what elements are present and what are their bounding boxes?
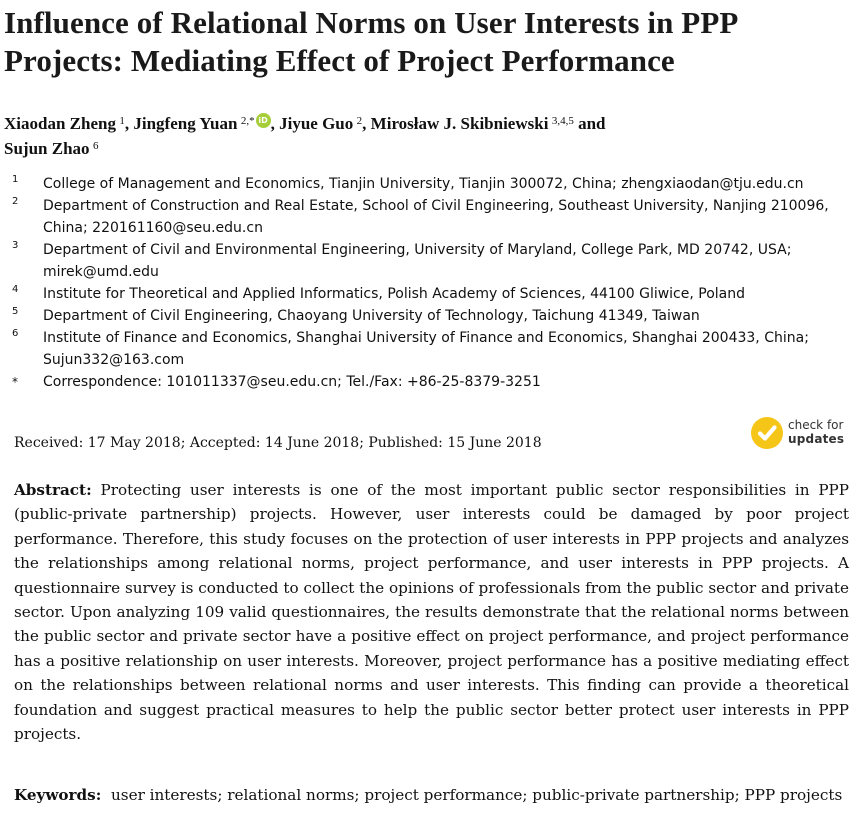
affiliation-list [0, 173, 857, 393]
affiliation-number: 6 [12, 328, 19, 339]
paper-title: Influence of Relational Norms on User Interests in PPP Projects: Mediating Effect of Project Performance [4, 5, 737, 78]
check-updates-icon [751, 417, 783, 449]
correspondence-text: Correspondence: 101011337@seu.edu.cn; Tel./Fax: +86-25-8379-3251 [43, 374, 541, 390]
affiliation-text: Department of Civil and Environmental Engineering, University of Maryland, College Park, MD 20742, USA; mirek@umd.edu [43, 242, 792, 280]
badge-label [788, 418, 844, 446]
abstract-label: Abstract: [14, 481, 92, 499]
abstract-section [14, 478, 849, 746]
keywords-text: user interests; relational norms; project performance; public-private partnership; PPP projects [111, 786, 843, 804]
affiliation-text: Institute of Finance and Economics, Shanghai University of Finance and Economics, Shanghai 200433, China; Sujun332@163.com [43, 330, 809, 368]
affiliation-item [0, 239, 849, 283]
affiliation-number: 2 [12, 196, 19, 207]
badge-line-2: updates [788, 432, 845, 446]
author-1-name[interactable]: Xiaodan Zheng [4, 114, 116, 133]
publication-dates: Received: 17 May 2018; Accepted: 14 June 2018; Published: 15 June 2018 [14, 435, 542, 451]
author-4-affil: 3,4,5 [551, 115, 574, 127]
affiliation-text: Department of Construction and Real Estate, School of Civil Engineering, Southeast University, Nanjing 210096, China; 220161160@seu.edu.cn [43, 198, 829, 236]
abstract-text: Protecting user interests is one of the most important public sector responsibilities in PPP (public-private partnership) projects. However, user interests could be damaged by poor project performance. Therefore, this study focuses on the protection of user interests in PPP projects and analyzes the relationships among relational norms, project performance, and user interests in PPP projects. A questionnaire survey is conducted to collect the opinions of professionals from the public sector and private sector. Upon analyzing 109 valid questionnaires, the results demonstrate that the relational norms between the public sector and private sector have a positive effect on project performance, and project performance has a positive relationship on user interests. Moreover, project performance has a positive mediating effect on the relationships between relational norms and user interests. This finding can provide a theoretical foundation and suggest practical measures to help the public sector better protect user interests in PPP projects. [14, 481, 849, 744]
affiliation-item [0, 173, 849, 195]
affiliation-text: College of Management and Economics, Tianjin University, Tianjin 300072, China; zhengxiaodan@tju.edu.cn [43, 176, 804, 192]
affiliation-text: Institute for Theoretical and Applied Informatics, Polish Academy of Sciences, 44100 Gliwice, Poland [43, 286, 746, 302]
author-3-affil: 2 [356, 115, 363, 127]
affiliation-item [0, 283, 849, 305]
orcid-icon[interactable]: iD [256, 113, 271, 128]
author-2-affil: 2,* [240, 115, 255, 127]
badge-line-1: check for [788, 418, 844, 432]
affiliation-item [0, 195, 849, 239]
author-1-affil: 1 [119, 115, 125, 127]
author-5-name[interactable]: Sujun Zhao [4, 139, 90, 158]
affiliation-item [0, 327, 849, 371]
author-4-name[interactable]: Mirosław J. Skibniewski [370, 114, 549, 133]
author-3-name[interactable]: Jiyue Guo [279, 114, 354, 133]
affiliation-number: 4 [12, 284, 19, 295]
author-list: Xiaodan Zheng $^1$, Jingfeng Yuan $^{2,*}$ iD , Jiyue Guo $^2$, Mirosław J. Skibniewski $^{3,4,5}$ and Sujun Zhao $^6$ [4, 114, 606, 158]
author-5-affil: 6 [92, 140, 99, 152]
keywords-section [14, 783, 849, 807]
affiliation-text: Department of Civil Engineering, Chaoyang University of Technology, Taichung 41349, Taiwan [43, 308, 700, 324]
affiliation-number: 1 [12, 174, 19, 185]
keywords-label: Keywords: [14, 786, 102, 804]
correspondence-marker: * [12, 375, 18, 389]
correspondence-item [0, 371, 849, 393]
affiliation-number: 3 [12, 240, 19, 251]
author-2-name[interactable]: Jingfeng Yuan [133, 114, 238, 133]
check-for-updates-badge[interactable] [751, 416, 851, 450]
affiliation-number: 5 [12, 306, 19, 317]
affiliation-item [0, 305, 849, 327]
